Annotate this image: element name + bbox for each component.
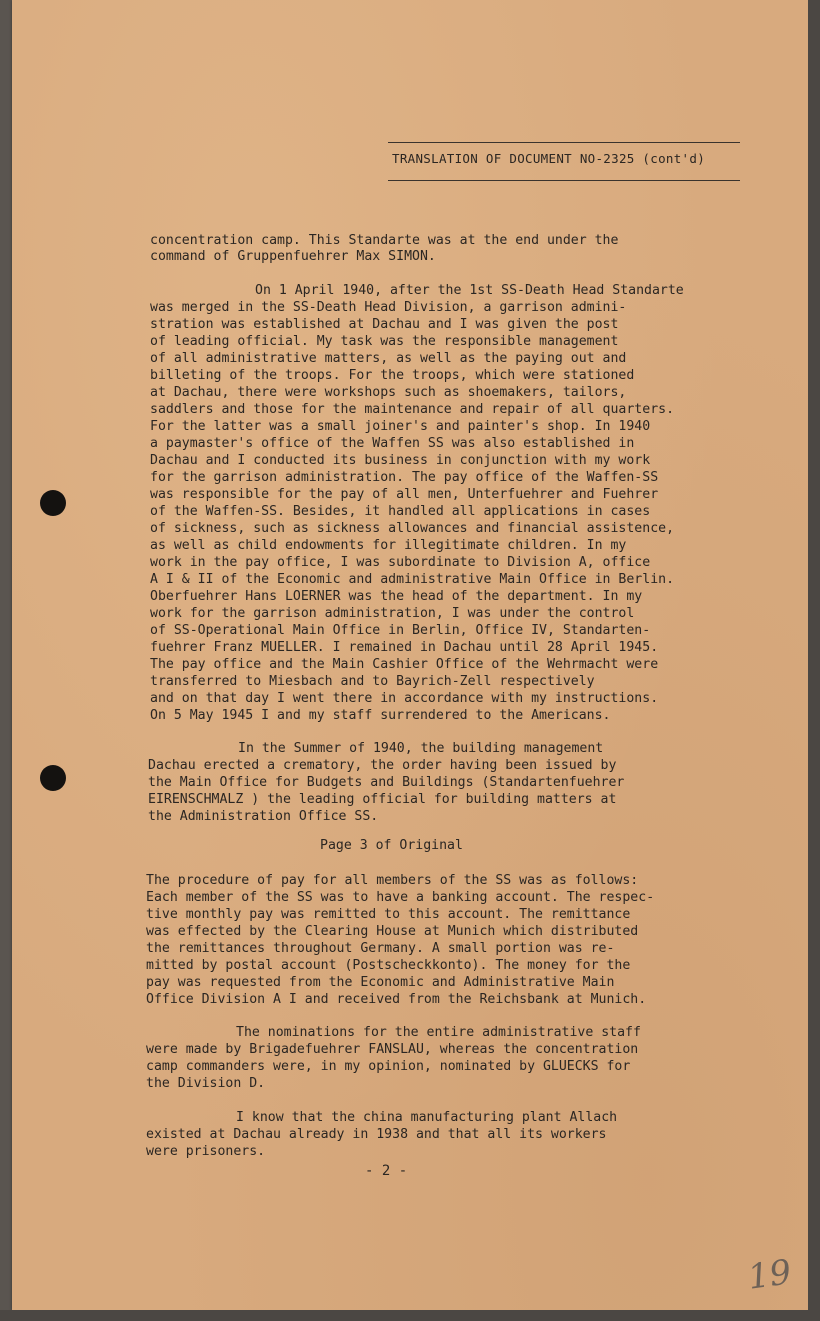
text-line: For the latter was a small joiner's and painter's shop. In 1940 <box>150 419 651 434</box>
text-line: was responsible for the pay of all men, Unterfuehrer and Fuehrer <box>150 487 659 502</box>
text-line: of leading official. My task was the responsible management <box>150 334 619 349</box>
text-line: work for the garrison administration, I was under the control <box>150 606 635 621</box>
text-line: The nominations for the entire administrative staff <box>236 1025 641 1040</box>
text-line: existed at Dachau already in 1938 and that all its workers <box>146 1127 607 1142</box>
text-line: was merged in the SS-Death Head Division, a garrison admini- <box>150 300 627 315</box>
punch-hole <box>40 765 66 791</box>
original-page-heading: Page 3 of Original <box>320 838 463 853</box>
handwritten-folio-number: 19 <box>745 1252 794 1298</box>
scan-edge-right <box>808 0 820 1321</box>
text-line: A I & II of the Economic and administrative Main Office in Berlin. <box>150 572 675 587</box>
text-line: concentration camp. This Standarte was at the end under the <box>150 233 619 248</box>
text-line: at Dachau, there were workshops such as shoemakers, tailors, <box>150 385 627 400</box>
text-line: was effected by the Clearing House at Munich which distributed <box>146 924 639 939</box>
text-line: the Main Office for Budgets and Buildings (Standartenfuehrer <box>148 775 625 790</box>
text-line: the Division D. <box>146 1076 266 1091</box>
text-line: transferred to Miesbach and to Bayrich-Zell respectively <box>150 674 595 689</box>
text-line: the Administration Office SS. <box>148 809 379 824</box>
text-line: for the garrison administration. The pay office of the Waffen-SS <box>150 470 659 485</box>
header-rule-bottom <box>388 180 740 181</box>
text-line: pay was requested from the Economic and Administrative Main <box>146 975 615 990</box>
text-line: of SS-Operational Main Office in Berlin, Office IV, Standarten- <box>150 623 651 638</box>
text-line: the remittances throughout Germany. A small portion was re- <box>146 941 615 956</box>
text-line: of the Waffen-SS. Besides, it handled all applications in cases <box>150 504 651 519</box>
text-line: were prisoners. <box>146 1144 266 1159</box>
text-line: Oberfuehrer Hans LOERNER was the head of the department. In my <box>150 589 643 604</box>
text-line: tive monthly pay was remitted to this account. The remittance <box>146 907 631 922</box>
text-line: I know that the china manufacturing plant Allach <box>236 1110 618 1125</box>
scan-edge-bottom <box>0 1310 820 1321</box>
text-line: On 1 April 1940, after the 1st SS-Death Head Standarte <box>255 283 684 298</box>
punch-hole <box>40 490 66 516</box>
text-line: Dachau erected a crematory, the order having been issued by <box>148 758 617 773</box>
text-line: stration was established at Dachau and I was given the post <box>150 317 619 332</box>
text-line: In the Summer of 1940, the building management <box>238 741 604 756</box>
text-line: fuehrer Franz MUELLER. I remained in Dachau until 28 April 1945. <box>150 640 659 655</box>
text-line: and on that day I went there in accordance with my instructions. <box>150 691 659 706</box>
header-rule-top <box>388 142 740 143</box>
text-line: command of Gruppenfuehrer Max SIMON. <box>150 249 436 264</box>
text-line: Each member of the SS was to have a banking account. The respec- <box>146 890 655 905</box>
text-line: mitted by postal account (Postscheckkonto). The money for the <box>146 958 631 973</box>
text-line: Office Division A I and received from the Reichsbank at Munich. <box>146 992 647 1007</box>
text-line: EIRENSCHMALZ ) the leading official for building matters at <box>148 792 617 807</box>
text-line: On 5 May 1945 I and my staff surrendered to the Americans. <box>150 708 611 723</box>
text-line: as well as child endowments for illegitimate children. In my <box>150 538 627 553</box>
text-line: a paymaster's office of the Waffen SS was also established in <box>150 436 635 451</box>
text-line: of sickness, such as sickness allowances and financial assistence, <box>150 521 675 536</box>
document-header: TRANSLATION OF DOCUMENT NO-2325 (cont'd) <box>392 151 706 166</box>
text-line: camp commanders were, in my opinion, nominated by GLUECKS for <box>146 1059 631 1074</box>
text-line: The pay office and the Main Cashier Office of the Wehrmacht were <box>150 657 659 672</box>
text-line: of all administrative matters, as well as the paying out and <box>150 351 627 366</box>
text-line: work in the pay office, I was subordinate to Division A, office <box>150 555 651 570</box>
text-line: saddlers and those for the maintenance and repair of all quarters. <box>150 402 675 417</box>
text-line: Dachau and I conducted its business in conjunction with my work <box>150 453 651 468</box>
page-number: - 2 - <box>365 1163 408 1179</box>
text-line: The procedure of pay for all members of the SS was as follows: <box>146 873 639 888</box>
text-line: were made by Brigadefuehrer FANSLAU, whereas the concentration <box>146 1042 639 1057</box>
text-line: billeting of the troops. For the troops, which were stationed <box>150 368 635 383</box>
